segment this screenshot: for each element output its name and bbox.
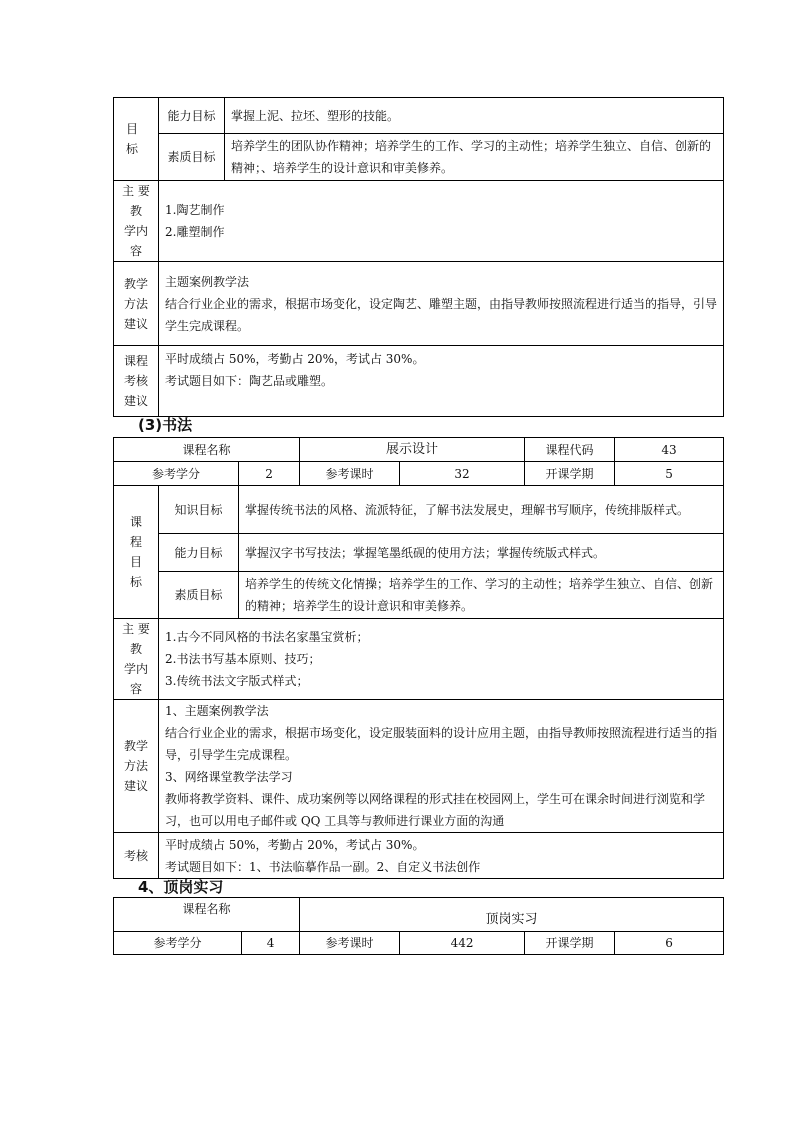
goal-label: 目 标 (114, 98, 159, 181)
teaching-method-text: 主题案例教学法 结合行业企业的需求，根据市场变化，设定陶艺、雕塑主题，由指导教师按照流程进行适当的指导，引导学生完成课程。 (159, 262, 724, 346)
knowledge-goal-text: 掌握传统书法的风格、流派特征，了解书法发展史，理解书写顺序，传统排版样式。 (239, 486, 724, 534)
course-table-internship (113, 897, 724, 955)
teaching-method-label: 教学 方法 建议 (114, 262, 159, 346)
course-name-label: 课程名称 (114, 438, 300, 462)
assessment-text: 平时成绩占 50%，考勤占 20%，考试占 30%。 考试题目如下：1、书法临摹作品一副。2、自定义书法创作 (159, 833, 724, 879)
assessment-label: 课程 考核 建议 (114, 346, 159, 417)
term-value: 6 (615, 932, 724, 955)
course-code-label: 课程代码 (525, 438, 615, 462)
term-value: 5 (615, 462, 724, 486)
teaching-method-label: 教学 方法 建议 (114, 700, 159, 833)
assessment-text: 平时成绩占 50%，考勤占 20%，考试占 30%。 考试题目如下：陶艺品或雕塑。 (159, 346, 724, 417)
main-content-label: 主 要 教 学内容 (114, 181, 159, 262)
course-name-label: 课程名称 (114, 898, 300, 932)
course-table-calligraphy (113, 437, 724, 879)
assessment-label: 考核 (114, 833, 159, 879)
ability-goal-text: 掌握上泥、拉坯、塑形的技能。 (225, 98, 724, 134)
hours-value: 32 (400, 462, 525, 486)
quality-goal-text: 培养学生的传统文化情操；培养学生的工作、学习的主动性；培养学生独立、自信、创新的精神；培养学生的设计意识和审美修养。 (239, 572, 724, 619)
credit-label: 参考学分 (114, 932, 242, 955)
credit-value: 4 (242, 932, 300, 955)
hours-label: 参考课时 (300, 462, 400, 486)
course-name-value: 顶岗实习 (300, 898, 724, 932)
course-name-value: 展示设计 (300, 438, 525, 462)
section-heading-internship: 4、顶岗实习 (138, 878, 224, 896)
main-content-label: 主 要 教 学内容 (114, 619, 159, 700)
quality-goal-label: 素质目标 (159, 134, 225, 181)
ability-goal-label: 能力目标 (159, 98, 225, 134)
main-content-text: 1.陶艺制作 2.雕塑制作 (159, 181, 724, 262)
credit-label: 参考学分 (114, 462, 239, 486)
quality-goal-text: 培养学生的团队协作精神；培养学生的工作、学习的主动性；培养学生独立、自信、创新的精神；、培养学生的设计意识和审美修养。 (225, 134, 724, 181)
course-code-value: 43 (615, 438, 724, 462)
hours-value: 442 (400, 932, 525, 955)
course-table-ceramics (113, 97, 724, 417)
hours-label: 参考课时 (300, 932, 400, 955)
course-goal-label: 课 程 目 标 (114, 486, 159, 619)
section-heading-calligraphy: (3)书法 (138, 416, 193, 434)
knowledge-goal-label: 知识目标 (159, 486, 239, 534)
quality-goal-label: 素质目标 (159, 572, 239, 619)
ability-goal-text: 掌握汉字书写技法；掌握笔墨纸砚的使用方法；掌握传统版式样式。 (239, 534, 724, 572)
credit-value: 2 (239, 462, 300, 486)
ability-goal-label: 能力目标 (159, 534, 239, 572)
main-content-text: 1.古今不同风格的书法名家墨宝赏析； 2.书法书写基本原则、技巧； 3.传统书法文字版式样式； (159, 619, 724, 700)
term-label: 开课学期 (525, 462, 615, 486)
term-label: 开课学期 (525, 932, 615, 955)
teaching-method-text: 1、主题案例教学法 结合行业企业的需求，根据市场变化，设定服装面料的设计应用主题，由指导教师按照流程进行适当的指导，引导学生完成课程。 3、网络课堂教学法学习 教师将教学资料、课件、成功案例等以网络课程的形式挂在校园网上，学生可在课余时间进行浏览和学习，也可以用电子邮件或 QQ 工具等与教师进行课业方面的沟通 (159, 700, 724, 833)
